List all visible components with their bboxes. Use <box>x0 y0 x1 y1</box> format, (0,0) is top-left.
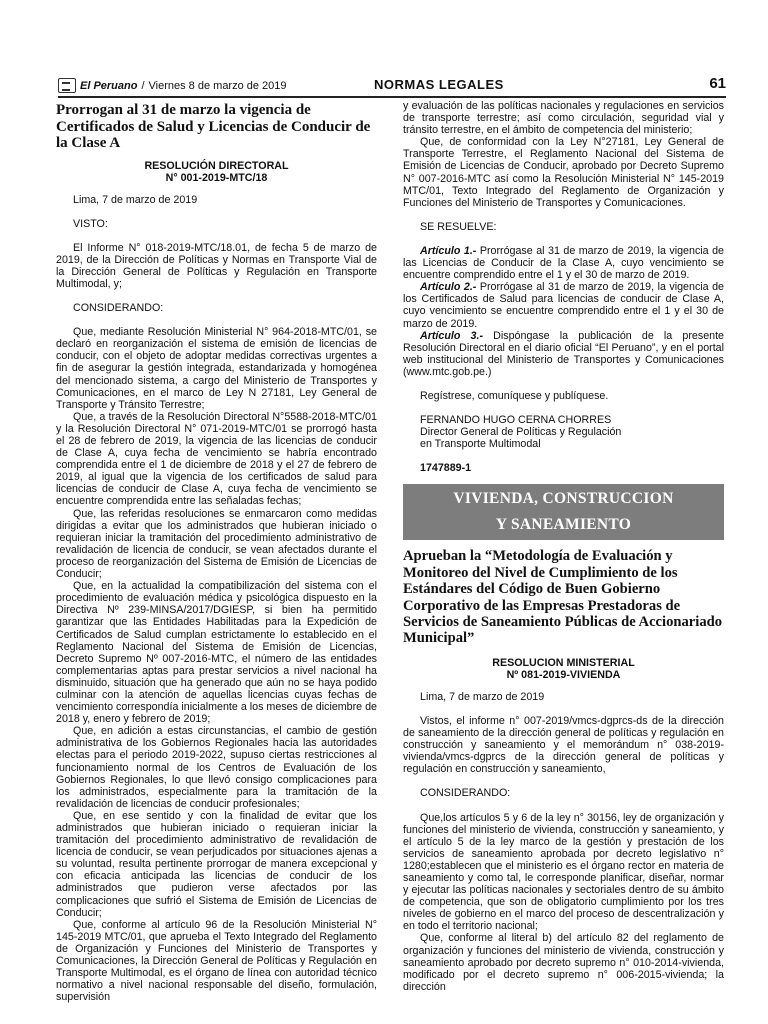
article-3-text: Dispóngase la publicación de la presente Resolución Directoral en el diario oficial “El Peruano”, y en el portal web institucional del Ministerio de Transportes y Comunicaciones (www.mtc.gob.pe.) <box>403 329 724 378</box>
publication-code: 1747889-1 <box>420 462 472 475</box>
issue-date: Viernes 8 de marzo de 2019 <box>148 79 287 92</box>
article-1 <box>403 245 724 281</box>
signer-role: en Transporte Multimodal <box>420 438 541 451</box>
masthead <box>58 78 287 93</box>
left-column <box>56 100 377 1003</box>
considerando-paragraph: Que, mediante Resolución Ministerial N° 964-2018-MTC/01, se declaró en reorganización el sistema de emisión de licencias de conducir, con el objeto de adoptar medidas correctivas urgentes a fin de asegurar la gestión integrada, estandarizada y homogénea del mencionado sistema, a cargo del Ministerio de Transportes y Comunicaciones, en el marco de Ley N 27181, Ley General de Transporte y Tránsito Terrestre; <box>56 326 377 411</box>
informe-paragraph: El Informe N° 018-2019-MTC/18.01, de fecha 5 de marzo de 2019, de la Dirección de Políticas y Normas en Transporte Vial de la Dirección General de Políticas y Regulación en Transporte Multimodal, y; <box>56 241 377 290</box>
article-2-text: Prorrógase al 31 de marzo de 2019, la vigencia de los Certificados de Salud para licencias de conducir de Clase A, cuyo vencimiento se encuentre comprendido entre el 1 y el 30 de marzo de 2019. <box>403 281 724 330</box>
ley-paragraph: Que, de conformidad con la Ley N°27181, Ley General de Transporte Terrestre, el Reglamento Nacional del Sistema de Emisión de Licencias de Conducir, aprobado por Decreto Supremo N° 007-2016-MTC así como la Resolución Ministerial N° 145-2019 MTC/01, Texto Integrado del Reglamento de Organización y Funciones del Ministerio de Transportes y Comunicaciones. <box>403 136 724 209</box>
signer-name: FERNANDO HUGO CERNA CHORRES <box>420 414 612 427</box>
section-band-line: VIVIENDA, CONSTRUCCION <box>453 490 674 508</box>
considerando-paragraph: Que, en la actualidad la compatibilización del sistema con el procedimiento de evaluación médica y psicológica dispuesto en la Directiva Nº 239-MINSA/2017/DGIESP, si bien ha permitido garantizar que las Entidades Habilitadas para la Expedición de Certificados de Salud cumplan estrictamente lo establecido en el Reglamento Nacional del Sistema de Emisión de Licencias, Decreto Supremo Nº 007-2016-MTC, el número de las entidades complementarias aptas para prestar servicios a nivel nacional ha disminuido, situación que ha generado que aún no se haya podido culminar con la atención de aquellas licencias cuyas fechas de vencimiento correspondía inicialmente a los meses de diciembre de 2018 y, enero y febrero de 2019; <box>56 580 377 726</box>
se-resuelve-label: SE RESUELVE: <box>420 220 497 233</box>
signer-role: Director General de Políticas y Regulación <box>420 426 622 439</box>
considerando-paragraph: Que, las referidas resoluciones se enmarcaron como medidas dirigidas a evitar que los administrados que hubieran iniciado o requieran iniciar la tramitación del procedimiento administrativo de revalidación de licencia de conducir, se vean afectados durante el proceso de reorganización del Sistema de Emisión de Licencias de Conducir; <box>56 507 377 581</box>
right-column <box>403 100 724 993</box>
page-number: 61 <box>709 75 726 92</box>
visto-label: VISTO: <box>73 217 108 230</box>
article-title: Prorrogan al 31 de marzo la vigencia de Certificados de Salud y Licencias de Conducir de la Clase A <box>56 102 371 151</box>
article-title: Aprueban la “Metodología de Evaluación y Monitoreo del Nivel de Cumplimiento de los Estándares del Código de Buen Gobierno Corporativo de las Empresas Prestadoras de Servicios de Saneamiento Públicas de Accionariado Municipal” <box>403 548 723 647</box>
resolution-number: Nº 081-2019-VIVIENDA <box>506 668 621 681</box>
considerando-paragraph: Que, en ese sentido y con la finalidad de evitar que los administrados que hubieran iniciado o requieran iniciar la tramitación del procedimiento administrativo de revalidación de licencia de conducir, se vean perjudicados por situaciones ajenas a su voluntad, resulta pertinente prorrogar de manera excepcional y con eficacia anticipada las licencias de conducir de los administrados que pudieron verse afectados por las complicaciones que sufrió el Sistema de Emisión de Licencias de Conducir; <box>56 809 377 919</box>
resolution-number: N° 001-2019-MTC/18 <box>165 171 268 184</box>
place-date: Lima, 7 de marzo de 2019 <box>73 193 198 206</box>
resolution-type: RESOLUCION MINISTERIAL <box>492 656 635 669</box>
article-2 <box>403 281 724 329</box>
considerando-paragraph: Que, a través de la Resolución Directoral N°5588-2018-MTC/01 y la Resolución Directoral N° 071-2019-MTC/01 se prorrogó hasta el 28 de febrero de 2019, la vigencia de las licencias de conducir de Clase A, cuya fecha de vencimiento se habría encontrado comprendida entre el 1 de diciembre de 2018 y el 27 de febrero de 2019, al igual que la vigencia de los certificados de salud para licencias de conducir de Clase A, cuya fecha de vencimiento se encuentre comprendida entre las señaladas fechas; <box>56 410 377 508</box>
resolution-heading <box>403 657 724 681</box>
place-date: Lima, 7 de marzo de 2019 <box>420 690 545 703</box>
page-header <box>58 76 726 98</box>
signature-block <box>403 414 724 450</box>
resolution-heading <box>56 160 377 184</box>
considerando-label: CONSIDERANDO: <box>420 787 511 800</box>
closing-formula: Regístrese, comuníquese y publíquese. <box>420 389 609 402</box>
continued-paragraph: y evaluación de las políticas nacionales y regulaciones en servicios de transporte terrestre; así como circulación, seguridad vial y tránsito terrestre, en el ámbito de competencia del ministerio; <box>403 100 724 137</box>
brand-name: El Peruano <box>80 79 138 92</box>
considerando-paragraph: Que, en adición a estas circunstancias, el cambio de gestión administrativa de los Gobiernos Regionales hacia las autoridades electas para el periodo 2019-2022, supuso ciertas restricciones al funcionamiento normal de los Centros de Evaluación de los Gobiernos Regionales, lo que llevó consigo complicaciones para los administrados, especialmente para la tramitación de la revalidación de licencias de conducir profesionales; <box>56 725 377 810</box>
article-2-label: Artículo 2.- <box>420 281 477 294</box>
resolution-type: RESOLUCIÓN DIRECTORAL <box>144 159 289 172</box>
considerando-paragraph: Que, conforme al literal b) del artículo 82 del reglamento de organización y funciones del ministerio de vivienda, construcción y saneamiento aprobado por decreto supremo n° 010-2014-vivienda, modificado por el decreto supremo n° 006-2015-vivienda; la dirección <box>403 932 724 993</box>
section-title: NORMAS LEGALES <box>374 77 504 92</box>
section-band <box>403 484 724 540</box>
article-3 <box>403 330 724 378</box>
considerando-label: CONSIDERANDO: <box>73 302 164 315</box>
article-1-text: Prorrógase al 31 de marzo de 2019, la vigencia de las Licencias de Conducir de la Clase A, cuyo vencimiento se encuentre comprendido entre el 1 y el 30 de marzo de 2019. <box>403 244 724 282</box>
article-1-label: Artículo 1.- <box>420 244 477 257</box>
considerando-paragraph: Que,los artículos 5 y 6 de la ley n° 30156, ley de organización y funciones del ministerio de vivienda, construcción y saneamiento, y el artículo 5 de la ley marco de la gestión y prestación de los servicios de saneamiento aprobada por decreto legislativo n° 1280;establecen que el ministerio es el órgano rector en materia de saneamiento y como tal, le corresponde planificar, diseñar, normar y ejecutar las políticas nacionales y sectoriales dentro de su ámbito de competencia, que son de obligatorio cumplimiento por los tres niveles de gobierno en el marco del proceso de descentralización y en todo el territorio nacional; <box>403 811 724 933</box>
separator: / <box>141 79 145 92</box>
section-band-line: Y SANEAMIENTO <box>495 516 632 534</box>
article-3-label: Artículo 3.- <box>420 329 484 342</box>
coat-of-arms-icon <box>58 78 76 93</box>
considerando-paragraph: Que, conforme al artículo 96 de la Resolución Ministerial N° 145-2019 MTC/01, que aprueba el Texto Integrado del Reglamento de Organización y Funciones del Ministerio de Transportes y Comunicaciones, la Dirección General de Políticas y Regulación en Transporte Multimodal, es el órgano de línea con autoridad técnico normativo a nivel nacional responsable del diseño, formulación, supervisión <box>56 918 377 1004</box>
vistos-paragraph: Vistos, el informe n° 007-2019/vmcs-dgprcs-ds de la dirección de saneamiento de la dirección general de políticas y regulación en construcción y saneamiento y el memorándum n° 038-2019-vivienda/vmcs-dgprcs de la dirección general de políticas y regulación en construcción y saneamiento, <box>403 714 724 776</box>
